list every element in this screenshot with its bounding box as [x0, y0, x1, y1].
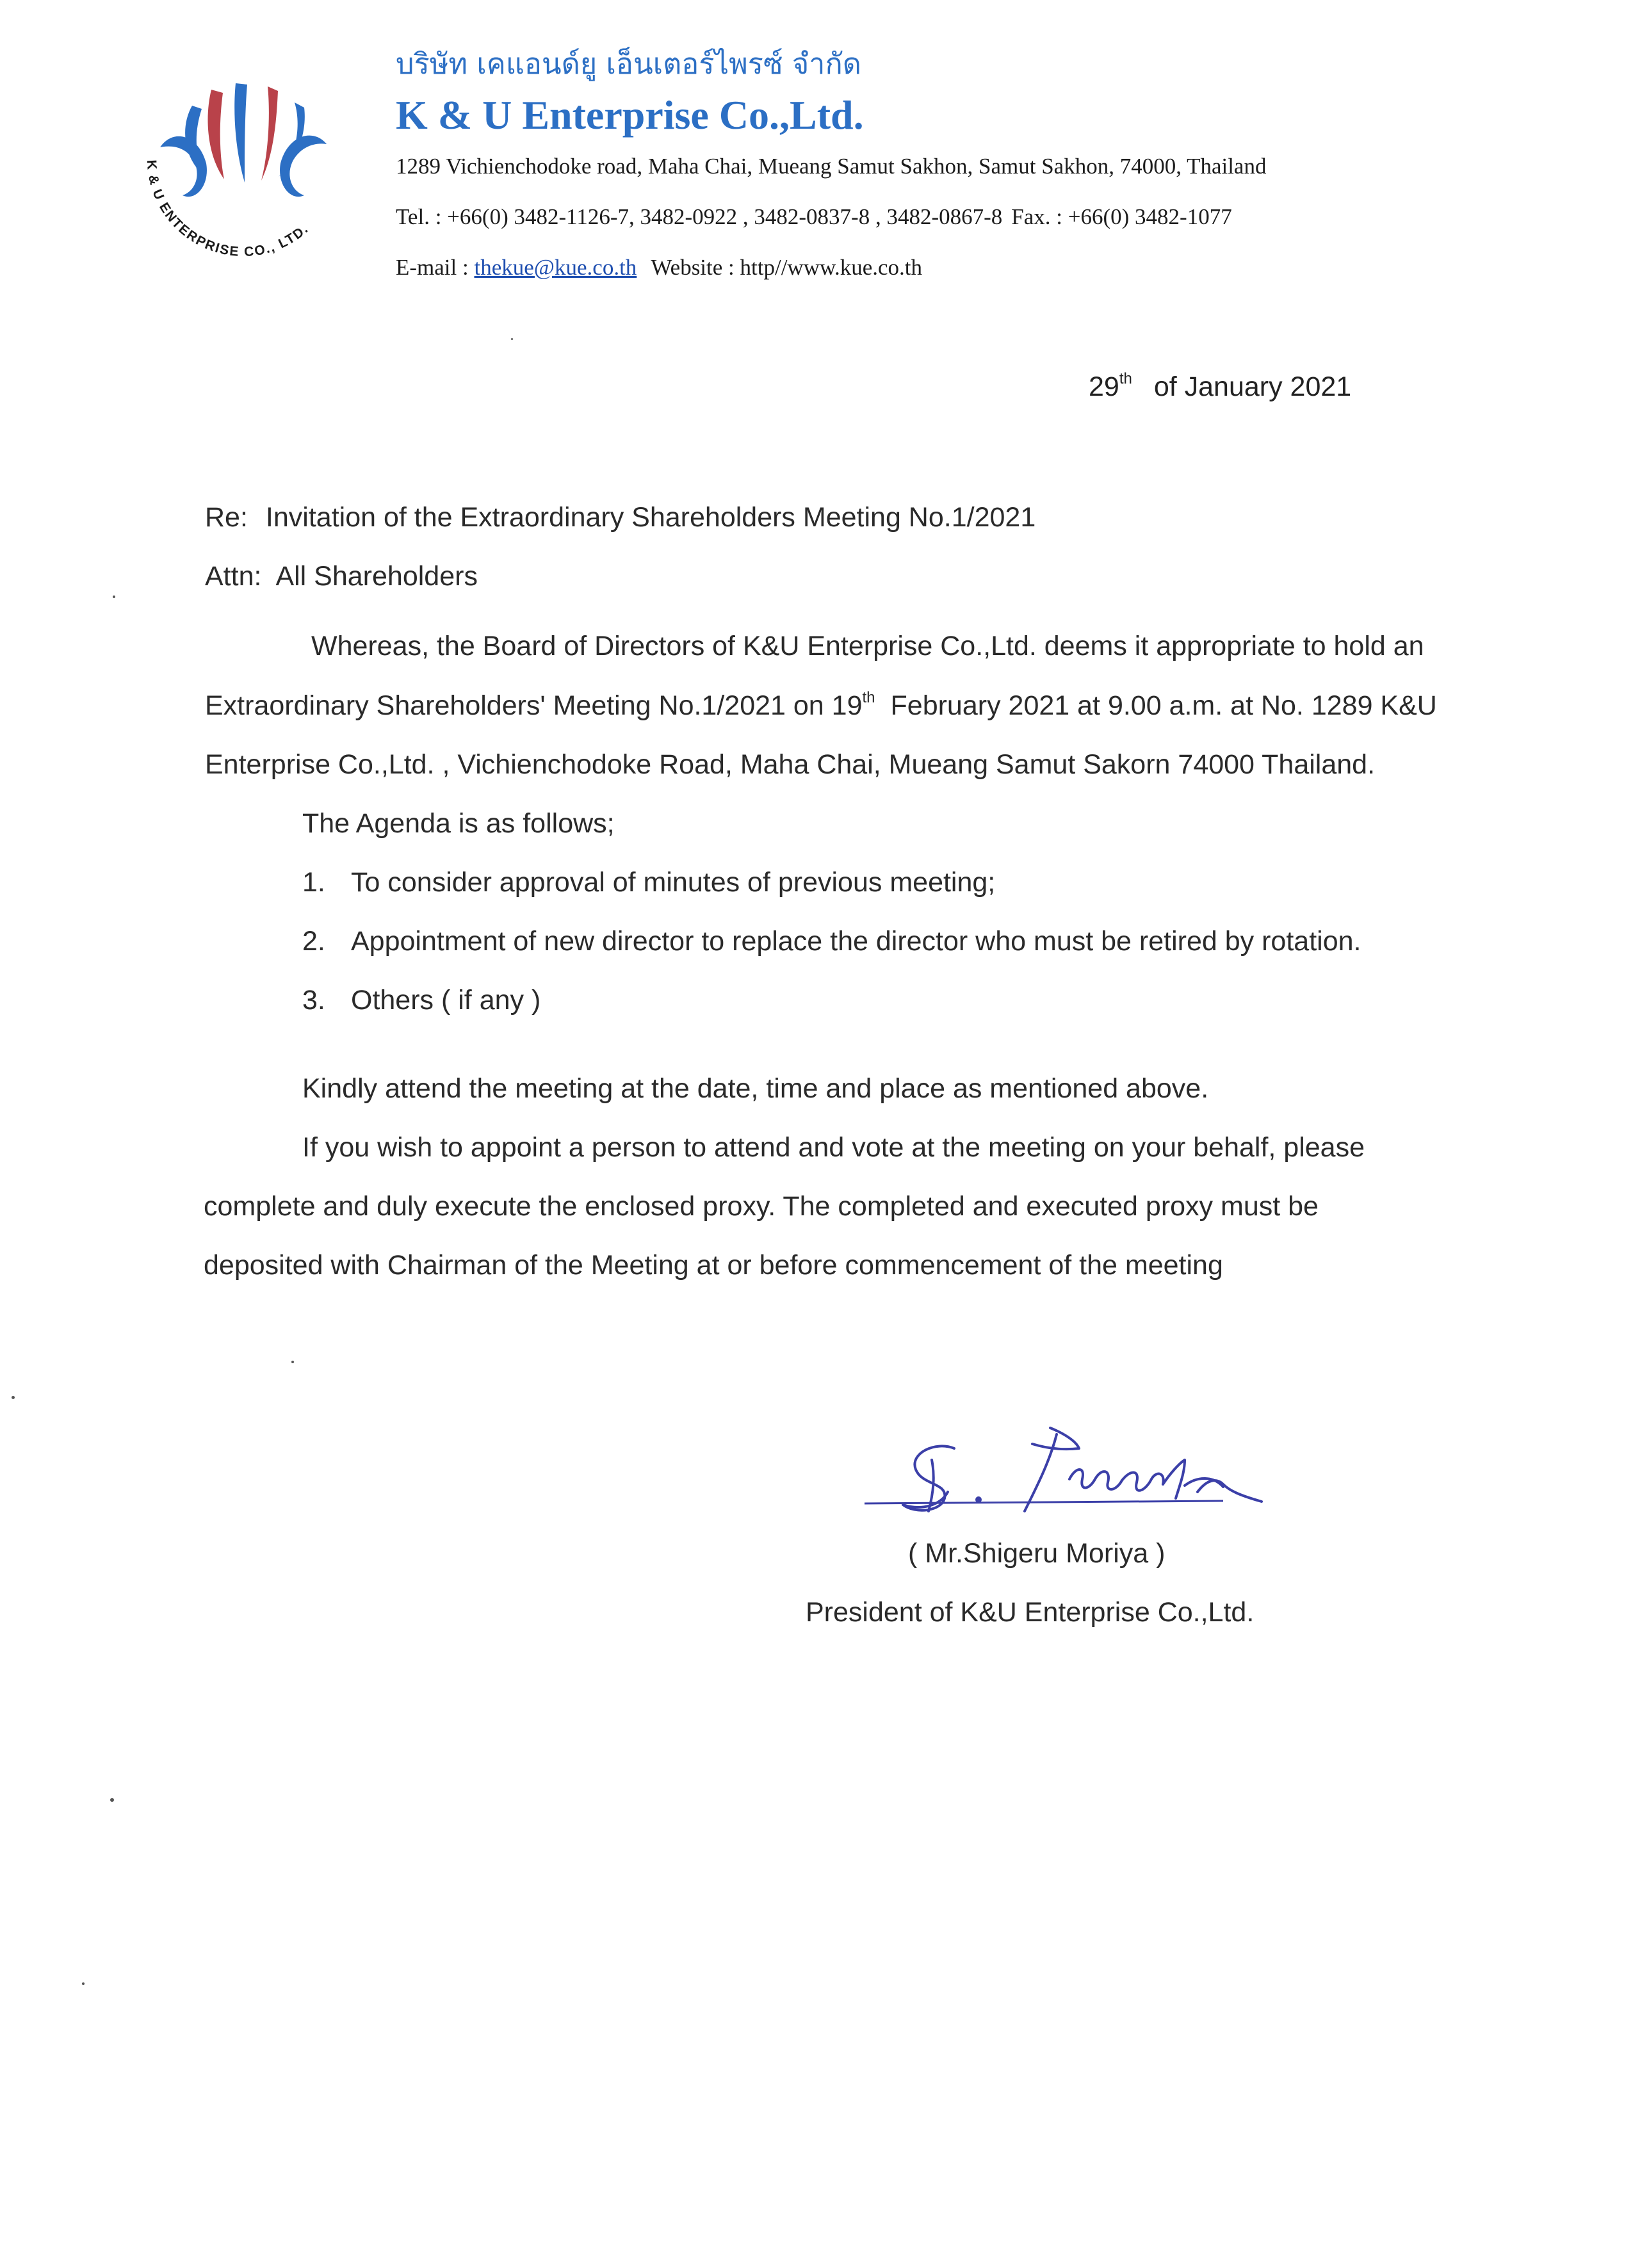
company-website: Website : http//www.kue.co.th	[651, 255, 923, 280]
company-fax: Fax. : +66(0) 3482-1077	[1011, 204, 1232, 229]
subject-line	[205, 502, 1036, 533]
agenda-item-text: Appointment of new director to replace the director who must be retired by rotation.	[351, 926, 1361, 957]
letter-date	[1089, 371, 1351, 403]
agenda-item-text: To consider approval of minutes of previous meeting;	[351, 867, 996, 898]
date-day: 29	[1089, 371, 1119, 402]
svg-text:K & U ENTERPRISE CO., LTD.: K & U ENTERPRISE CO., LTD.	[143, 159, 312, 260]
agenda-item	[302, 926, 1361, 957]
agenda-intro: The Agenda is as follows;	[302, 808, 615, 839]
re-label: Re:	[205, 502, 248, 533]
email-link[interactable]: thekue@kue.co.th	[474, 255, 637, 280]
agenda-item	[302, 985, 540, 1016]
date-suffix: th	[1119, 369, 1132, 387]
paragraph-line: Enterprise Co.,Ltd. , Vichienchodoke Road, Maha Chai, Mueang Samut Sakorn 74000 Thailand.	[205, 749, 1376, 780]
paragraph-line: Extraordinary Shareholders' Meeting No.1/2021 on 19th February 2021 at 9.00 a.m. at No. 1289 K&U	[205, 688, 1437, 721]
company-address: 1289 Vichienchodoke road, Maha Chai, Mueang Samut Sakhon, Samut Sakhon, 74000, Thailand	[396, 154, 1267, 179]
attention-line	[205, 561, 478, 592]
agenda-item-number: 3.	[302, 985, 325, 1016]
agenda-item	[302, 867, 995, 898]
company-name: K & U Enterprise Co.,Ltd.	[396, 92, 864, 138]
agenda-item-text: Others ( if any )	[351, 985, 541, 1016]
attn-label: Attn:	[205, 561, 262, 592]
company-name-thai: บริษัท เคแอนด์ยู เอ็นเตอร์ไพรซ์ จำกัด	[396, 47, 861, 81]
closing-line: complete and duly execute the enclosed proxy. The completed and executed proxy must be	[204, 1191, 1319, 1222]
letterhead	[0, 0, 1649, 333]
attn-text: All Shareholders	[275, 561, 478, 592]
re-text: Invitation of the Extraordinary Shareholders Meeting No.1/2021	[265, 502, 1036, 533]
paragraph-line: Whereas, the Board of Directors of K&U Enterprise Co.,Ltd. deems it appropriate to hold an	[311, 631, 1424, 661]
agenda-item-number: 2.	[302, 926, 325, 957]
company-tel: Tel. : +66(0) 3482-1126-7, 3482-0922 , 3482-0837-8 , 3482-0867-8	[396, 204, 1003, 229]
date-rest: of January 2021	[1153, 371, 1352, 402]
signatory-name: ( Mr.Shigeru Moriya )	[908, 1538, 1166, 1569]
closing-line: Kindly attend the meeting at the date, time and place as mentioned above.	[302, 1073, 1209, 1104]
agenda-item-number: 1.	[302, 867, 325, 898]
signatory-title: President of K&U Enterprise Co.,Ltd.	[806, 1597, 1255, 1628]
handwritten-signature-icon	[865, 1415, 1287, 1530]
company-logo-icon	[134, 38, 365, 275]
letterhead-text	[396, 38, 1266, 293]
contact-email-web	[396, 242, 1266, 293]
email-label: E-mail :	[396, 255, 469, 280]
contact-phone-fax	[396, 191, 1266, 242]
closing-line: If you wish to appoint a person to attend and vote at the meeting on your behalf, please	[302, 1132, 1365, 1163]
closing-line: deposited with Chairman of the Meeting at or before commencement of the meeting	[204, 1250, 1223, 1281]
